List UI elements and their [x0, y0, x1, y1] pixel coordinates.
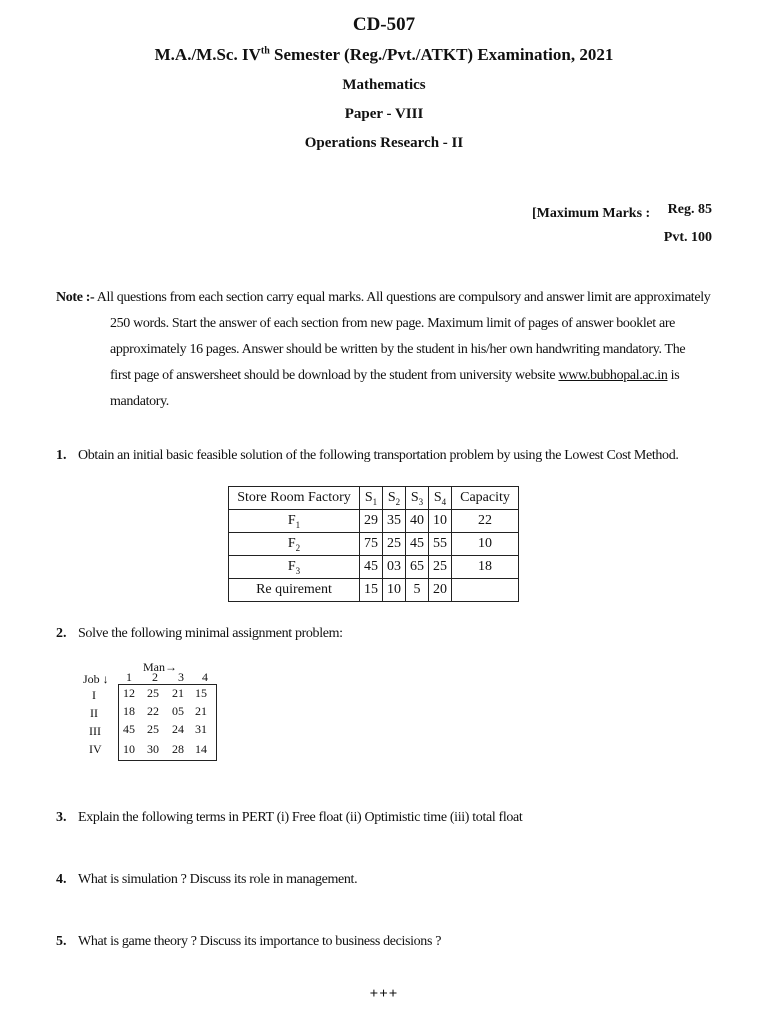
row-label: I	[92, 688, 96, 702]
note-line-1: Note :- All questions from each section carry equal marks. All questions are compulsory and answer limit are approximately	[56, 290, 711, 305]
max-marks-label: [Maximum Marks :	[532, 206, 651, 221]
col-2: 2	[152, 670, 158, 684]
table-row: Re quirement 15 10 5 20	[229, 579, 519, 602]
subject: Mathematics	[342, 77, 426, 93]
exam-sup: th	[260, 45, 270, 57]
q1-text: Obtain an initial basic feasible solution of the following transportation problem by using the Lowest Cost Method.	[78, 448, 679, 463]
q3-text: Explain the following terms in PERT (i) Free float (ii) Optimistic time (iii) total float	[78, 810, 523, 825]
q5-number: 5.	[56, 934, 67, 949]
col-s1: $S_1$	[360, 487, 383, 510]
q4-number: 4.	[56, 872, 67, 887]
row-label: II	[90, 706, 98, 720]
q4-text: What is simulation ? Discuss its role in management.	[78, 872, 358, 887]
paper-number: Paper - VIII	[344, 106, 424, 122]
row-requirement: Re quirement	[229, 579, 360, 602]
transportation-table	[228, 486, 519, 602]
exam-suffix: Semester (Reg./Pvt./ATKT) Examination, 2021	[269, 45, 614, 64]
col-3: 3	[178, 670, 184, 684]
table-corner: Store Room Factory	[229, 487, 360, 510]
table-row: $F_2$ 75 25 45 55 10	[229, 533, 519, 556]
table-row: $F_1$ 29 35 40 10 22	[229, 510, 519, 533]
paper-title: Operations Research - II	[304, 135, 464, 151]
marks-pvt: Pvt. 100	[663, 230, 712, 245]
q1-number: 1.	[56, 448, 67, 463]
paper-code: CD-507	[352, 14, 416, 35]
q2-number: 2.	[56, 626, 67, 641]
table-row	[229, 487, 519, 510]
col-s2: $S_2$	[383, 487, 406, 510]
row-f2: $F_2$	[229, 533, 360, 556]
university-link[interactable]: www.bubhopal.ac.in	[558, 368, 668, 383]
table-row: 12 25 21 15	[123, 686, 207, 700]
col-s3: $S_3$	[406, 487, 429, 510]
note-line-4: first page of answersheet should be download by the student from university website www.bubhopal.ac.in is	[110, 368, 680, 383]
exam-title	[0, 45, 768, 65]
row-label: III	[89, 724, 101, 738]
row-f3: $F_3$	[229, 556, 360, 579]
note-label: Note :-	[56, 290, 95, 305]
end-mark: +++	[369, 986, 399, 1002]
col-1: 1	[126, 670, 132, 684]
col-capacity: Capacity	[452, 487, 519, 510]
note-line-3: approximately 16 pages. Answer should be written by the student in his/her own handwriting mandatory. The	[110, 342, 686, 357]
job-label: Job ↓	[83, 672, 109, 686]
col-s4: $S_4$	[429, 487, 452, 510]
table-row: 10 30 28 14	[123, 742, 207, 756]
row-label: IV	[89, 742, 102, 756]
q2-text: Solve the following minimal assignment problem:	[78, 626, 343, 641]
man-label: Man→	[143, 660, 177, 674]
q5-text: What is game theory ? Discuss its importance to business decisions ?	[78, 934, 442, 949]
marks-reg: Reg. 85	[667, 202, 712, 217]
note-line-2: 250 words. Start the answer of each section from new page. Maximum limit of pages of answer booklet are	[110, 316, 676, 331]
col-4: 4	[202, 670, 208, 684]
table-row: 18 22 05 21	[123, 704, 207, 718]
table-row: $F_3$ 45 03 65 25 18	[229, 556, 519, 579]
row-f1: $F_1$	[229, 510, 360, 533]
table-row: 45 25 24 31	[123, 722, 207, 736]
q3-number: 3.	[56, 810, 67, 825]
exam-prefix: M.A./M.Sc. IV	[154, 45, 261, 64]
note-line-5: mandatory.	[110, 394, 169, 409]
